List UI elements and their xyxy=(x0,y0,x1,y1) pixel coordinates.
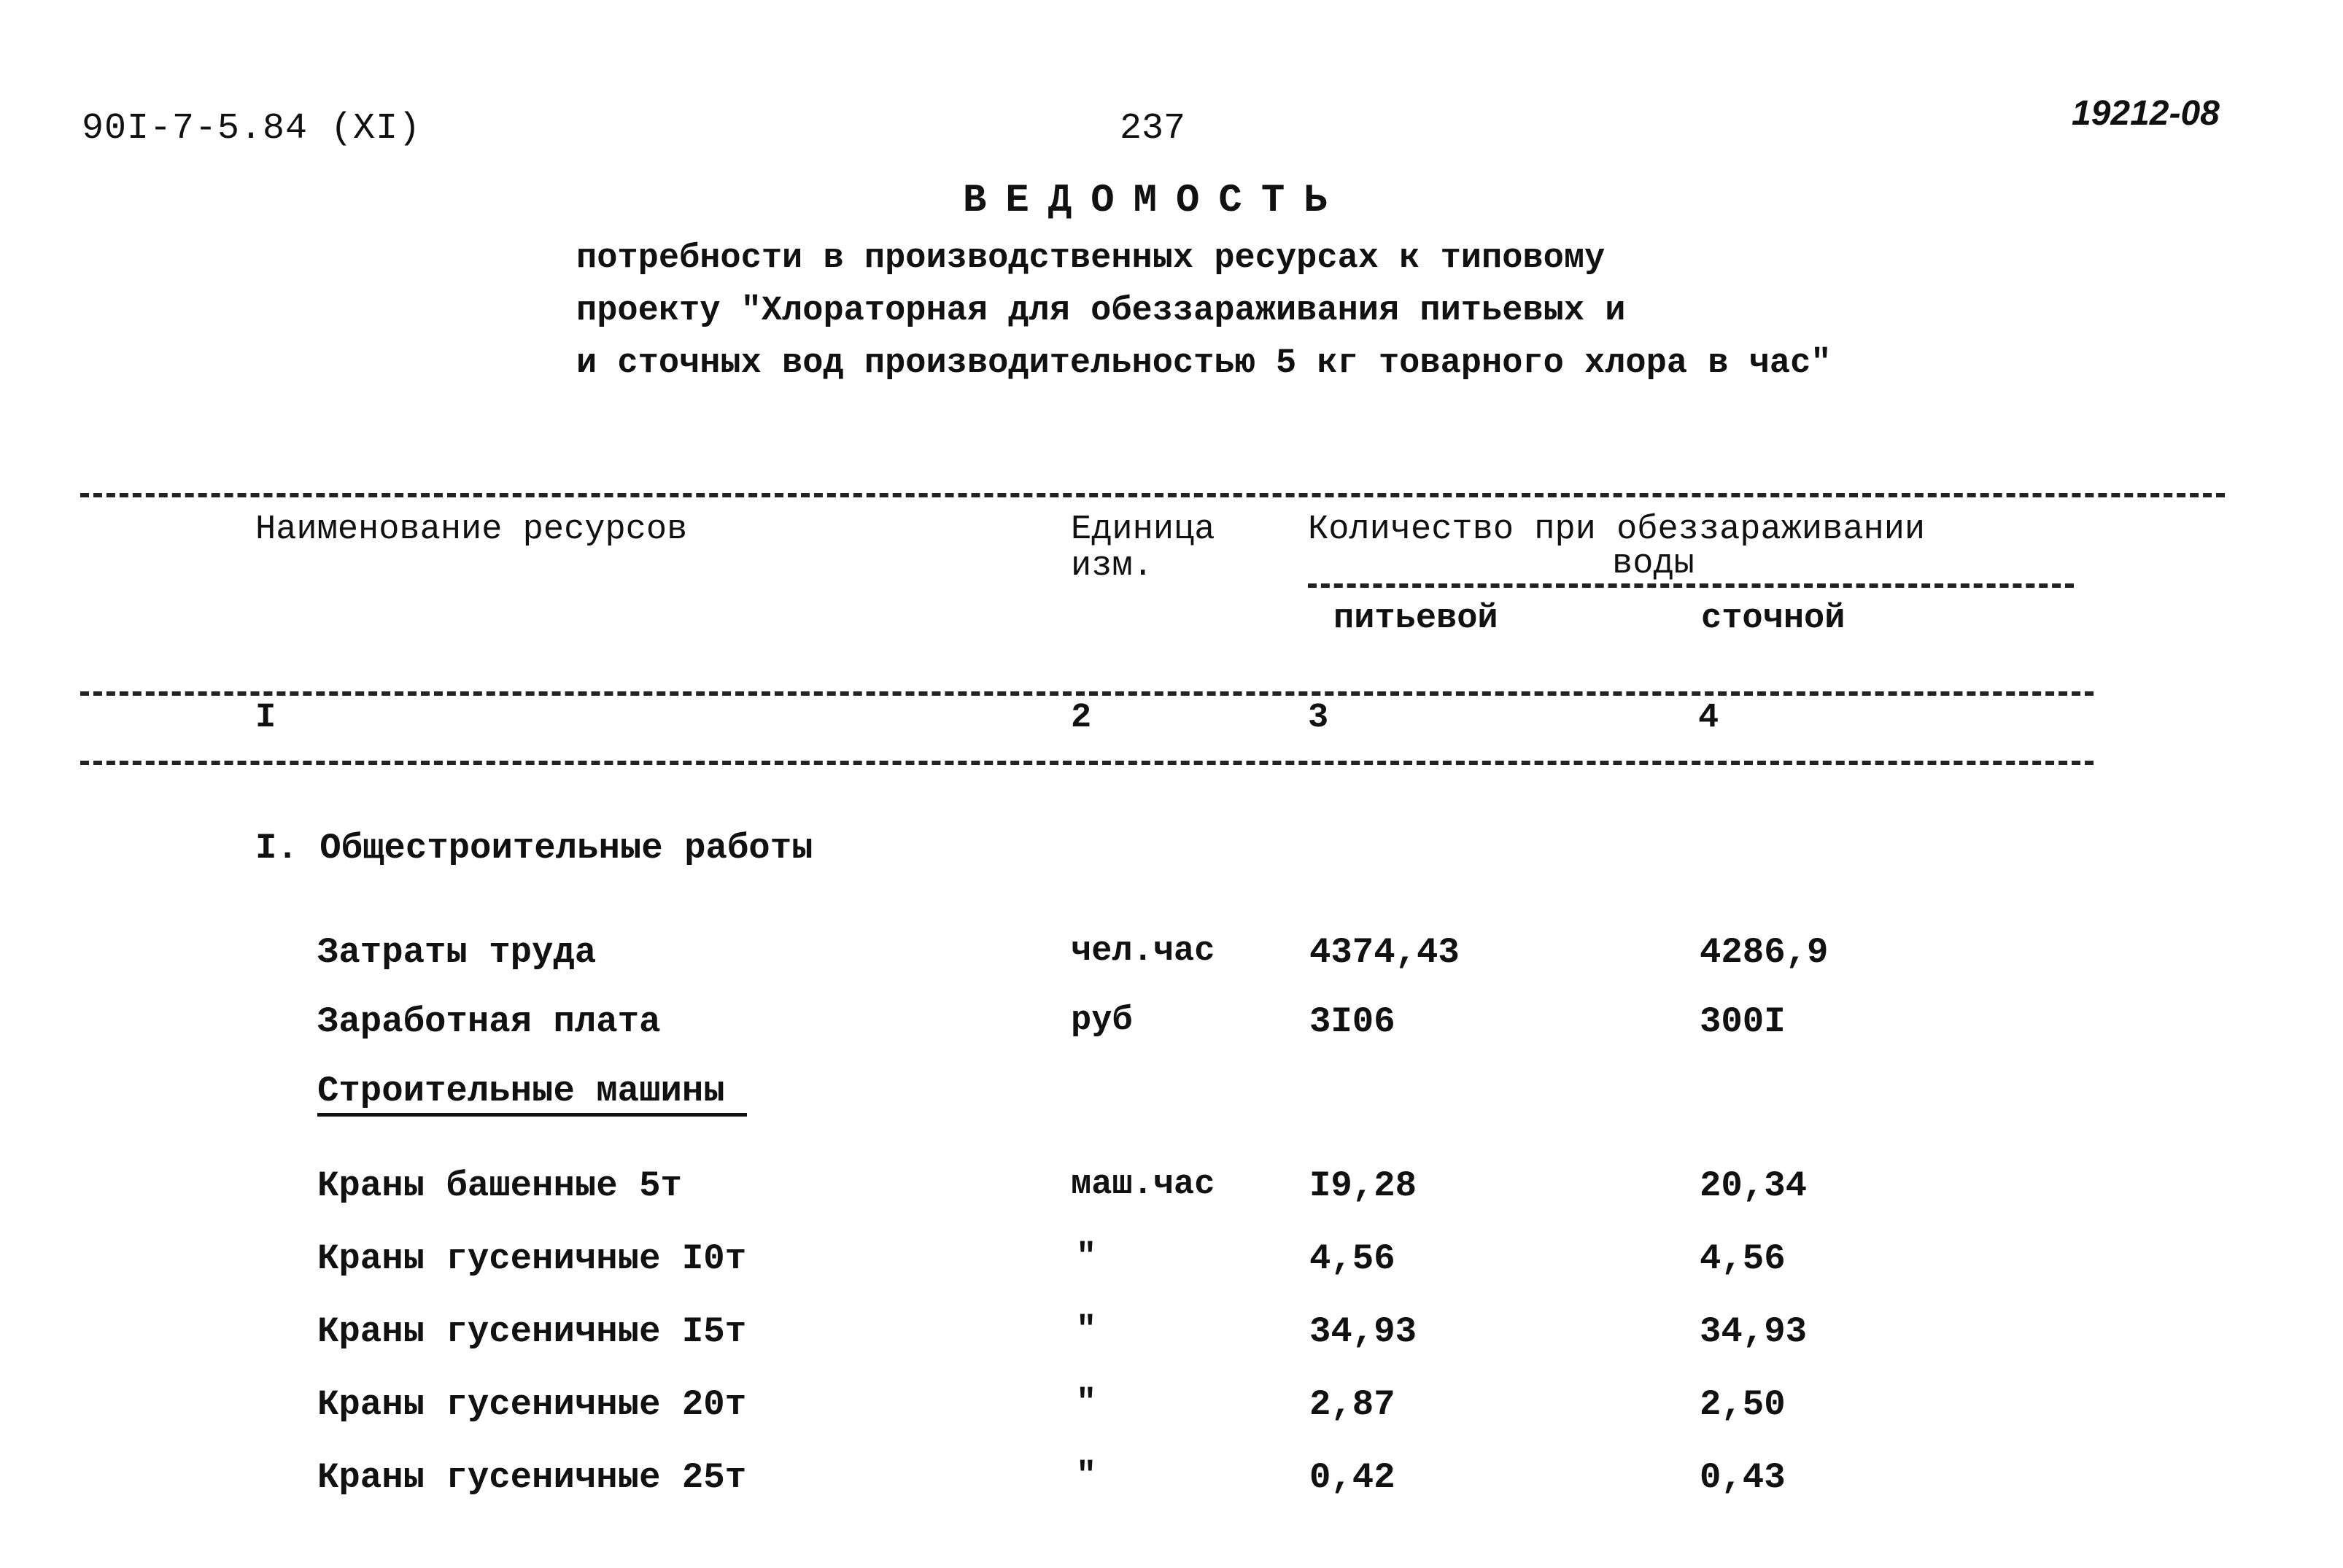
header-bottom-rule xyxy=(80,761,2094,765)
row-name: Краны гусеничные I5т xyxy=(317,1311,747,1352)
column-header-name: Наименование ресурсов xyxy=(255,511,688,549)
header-top-rule xyxy=(80,493,2225,497)
section-title: I. Общестроительные работы xyxy=(255,828,813,869)
row-waste-value: 4,56 xyxy=(1700,1238,1786,1279)
column-header-waste: сточной xyxy=(1701,599,1846,638)
row-unit: " xyxy=(1076,1311,1097,1350)
inventory-number: 19212-08 xyxy=(2072,94,2220,133)
quantity-subheader-rule xyxy=(1308,583,2074,588)
row-name: Краны гусеничные I0т xyxy=(317,1238,747,1279)
row-waste-value: 4286,9 xyxy=(1700,932,1829,973)
column-header-unit-line1: Единица xyxy=(1071,511,1215,549)
row-drinking-value: 4,56 xyxy=(1309,1238,1395,1279)
page-number: 237 xyxy=(1120,108,1186,150)
row-unit: чел.час xyxy=(1071,932,1215,971)
row-name: Заработная плата xyxy=(317,1001,661,1042)
row-name: Краны гусеничные 20т xyxy=(317,1384,747,1425)
row-drinking-value: 3I06 xyxy=(1309,1001,1395,1042)
subtitle-line-1: потребности в производственных ресурсах к типовому xyxy=(576,239,1606,278)
column-header-drinking: питьевой xyxy=(1333,599,1498,638)
row-unit: " xyxy=(1076,1457,1097,1496)
row-name: Краны гусеничные 25т xyxy=(317,1457,747,1498)
column-header-water: воды xyxy=(1612,545,1695,583)
subtitle-line-3: и сточных вод производительностью 5 кг товарного хлора в час" xyxy=(576,344,1832,383)
row-drinking-value: 34,93 xyxy=(1309,1311,1417,1352)
row-waste-value: 300I xyxy=(1700,1001,1786,1042)
row-drinking-value: 0,42 xyxy=(1309,1457,1395,1498)
row-drinking-value: 4374,43 xyxy=(1309,932,1460,973)
row-waste-value: 34,93 xyxy=(1700,1311,1808,1352)
column-number-3: 3 xyxy=(1308,699,1329,737)
numbering-top-rule xyxy=(80,691,2094,696)
row-unit: " xyxy=(1076,1384,1097,1423)
row-unit: маш.час xyxy=(1071,1165,1215,1204)
row-waste-value: 0,43 xyxy=(1700,1457,1786,1498)
document-code: 90I-7-5.84 (XI) xyxy=(82,108,422,150)
row-drinking-value: I9,28 xyxy=(1309,1165,1417,1206)
row-name: Затраты труда xyxy=(317,932,597,973)
row-drinking-value: 2,87 xyxy=(1309,1384,1395,1425)
column-number-4: 4 xyxy=(1698,699,1719,737)
row-unit: " xyxy=(1076,1238,1097,1277)
row-waste-value: 2,50 xyxy=(1700,1384,1786,1425)
subsection-title: Строительные машины xyxy=(317,1071,747,1117)
row-name: Краны башенные 5т xyxy=(317,1165,682,1206)
column-number-2: 2 xyxy=(1071,699,1092,737)
subtitle-line-2: проекту "Хлораторная для обеззараживания питьевых и xyxy=(576,292,1626,330)
column-number-1: I xyxy=(255,699,276,737)
column-header-unit-line2: изм. xyxy=(1071,547,1153,586)
row-waste-value: 20,34 xyxy=(1700,1165,1808,1206)
column-header-quantity: Количество при обеззараживании xyxy=(1308,511,1926,549)
row-unit: руб xyxy=(1071,1001,1133,1040)
document-title: ВЕДОМОСТЬ xyxy=(963,179,1347,223)
